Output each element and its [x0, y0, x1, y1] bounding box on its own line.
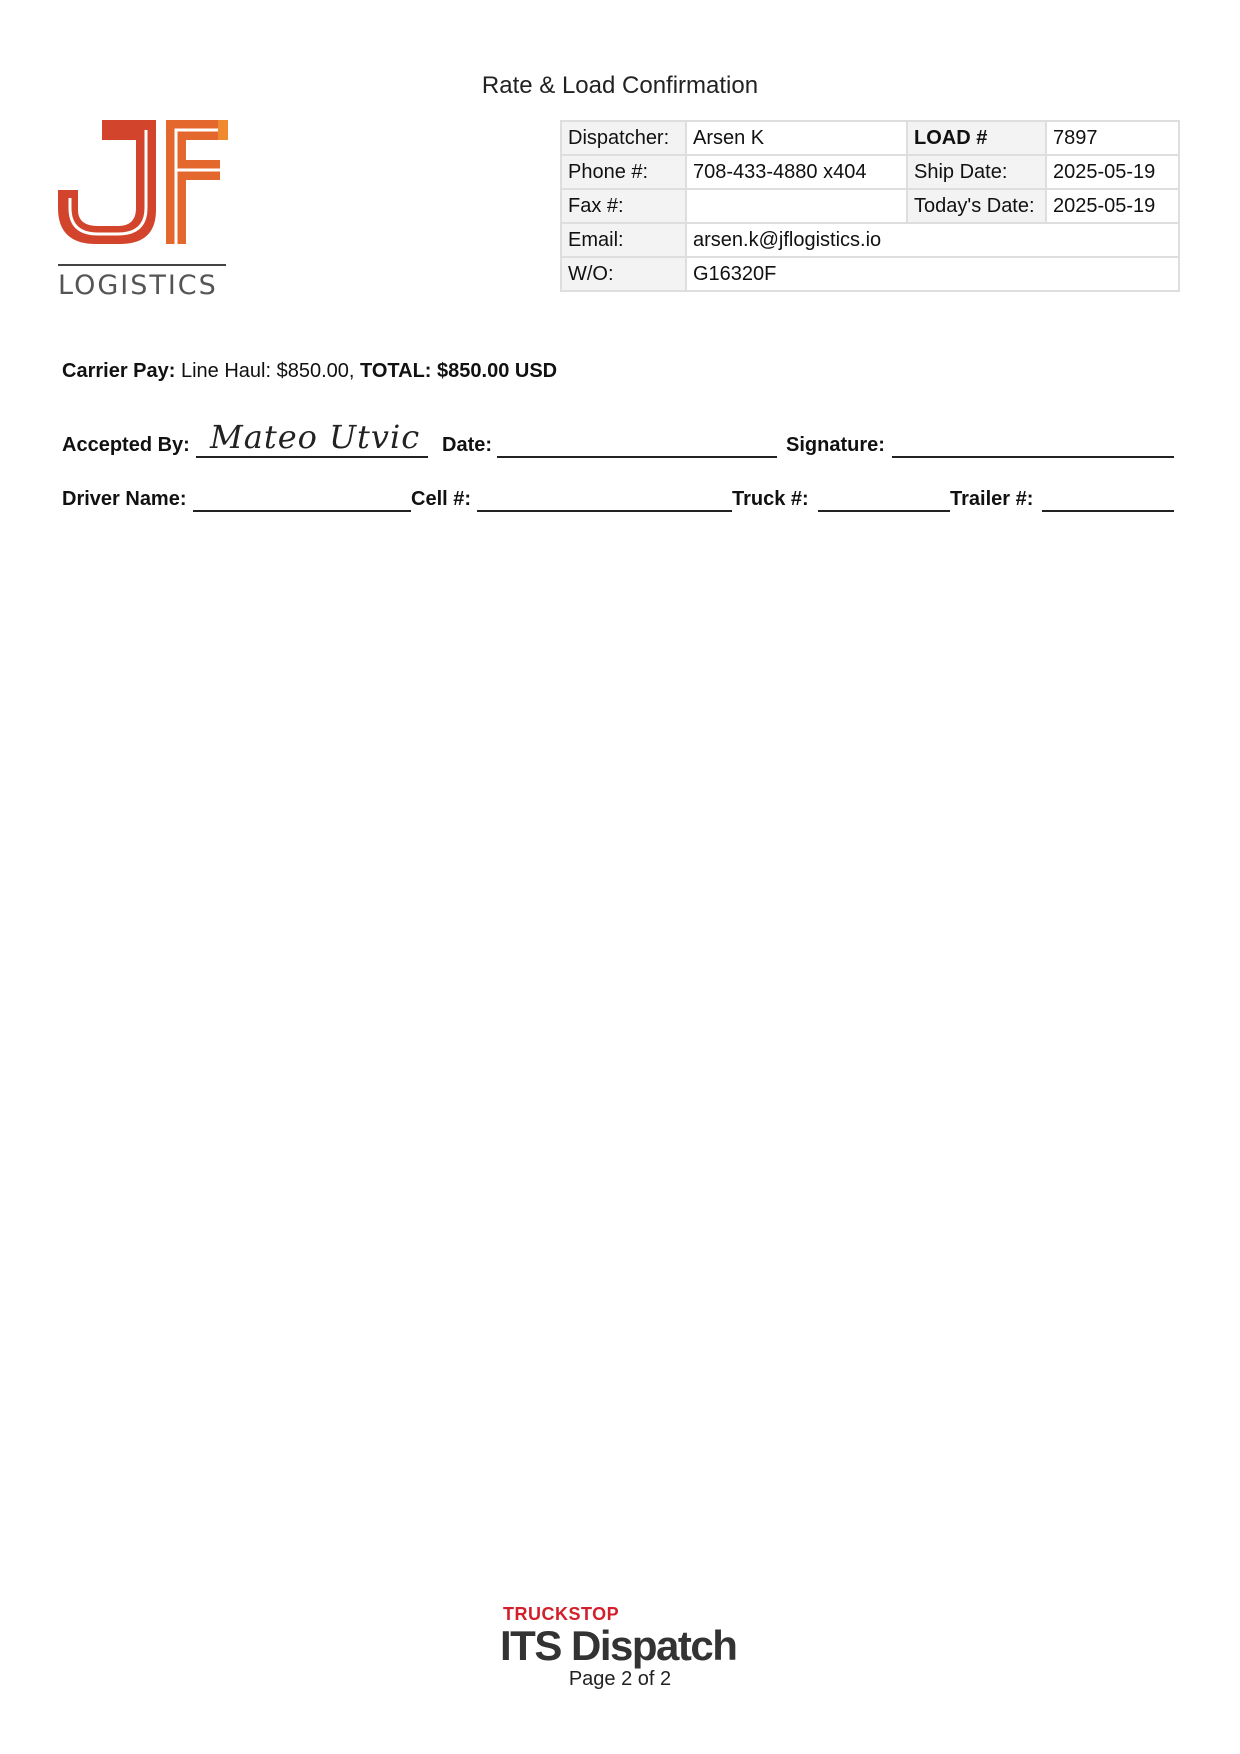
todays-date-label: Today's Date:	[907, 189, 1046, 223]
total-value: $850.00 USD	[437, 360, 558, 382]
table-row	[561, 189, 1179, 223]
table-row	[561, 121, 1179, 155]
fax-value	[686, 189, 907, 223]
fax-label: Fax #:	[561, 189, 686, 223]
email-label: Email:	[561, 223, 686, 257]
cell-label: Cell #:	[411, 488, 472, 510]
todays-date-value: 2025-05-19	[1046, 189, 1179, 223]
driver-name-field[interactable]	[193, 510, 411, 512]
trailer-label: Trailer #:	[950, 488, 1034, 510]
wo-label: W/O:	[561, 257, 686, 291]
cell-field[interactable]	[477, 510, 732, 512]
wo-value: G16320F	[686, 257, 1179, 291]
footer-brand-big: ITS Dispatch	[500, 1622, 737, 1669]
table-row	[561, 155, 1179, 189]
logo-divider	[58, 264, 226, 266]
date-field[interactable]	[497, 456, 777, 458]
truck-field[interactable]	[818, 510, 950, 512]
total-label: TOTAL:	[360, 360, 432, 382]
email-value: arsen.k@jflogistics.io	[686, 223, 1179, 257]
table-row	[561, 257, 1179, 291]
jf-logo-icon	[58, 118, 233, 248]
dispatcher-value: Arsen K	[686, 121, 907, 155]
signature-field[interactable]	[892, 456, 1174, 458]
ship-date-label: Ship Date:	[907, 155, 1046, 189]
accepted-by-line	[196, 456, 428, 458]
footer-brand-small: TRUCKSTOP	[503, 1604, 620, 1624]
table-row	[561, 223, 1179, 257]
company-logo	[58, 118, 233, 308]
dispatcher-label: Dispatcher:	[561, 121, 686, 155]
page-number: Page 2 of 2	[568, 1668, 672, 1690]
document-title: Rate & Load Confirmation	[481, 72, 759, 99]
date-label: Date:	[442, 434, 493, 456]
load-number-value: 7897	[1046, 121, 1179, 155]
truck-label: Truck #:	[732, 488, 809, 510]
carrier-pay-label: Carrier Pay:	[62, 360, 176, 382]
phone-value: 708-433-4880 x404	[686, 155, 907, 189]
phone-label: Phone #:	[561, 155, 686, 189]
load-number-label: LOAD #	[907, 121, 1046, 155]
driver-name-label: Driver Name:	[62, 488, 187, 510]
carrier-pay	[62, 360, 557, 383]
signature-label: Signature:	[786, 434, 885, 456]
line-haul: Line Haul: $850.00,	[180, 360, 355, 382]
ship-date-value: 2025-05-19	[1046, 155, 1179, 189]
accepted-by-label: Accepted By:	[62, 434, 190, 456]
accepted-by-signature: Mateo Utvic	[210, 418, 421, 456]
load-info-table	[560, 120, 1180, 292]
logo-wordmark: LOGISTICS	[58, 270, 218, 301]
trailer-field[interactable]	[1042, 510, 1174, 512]
